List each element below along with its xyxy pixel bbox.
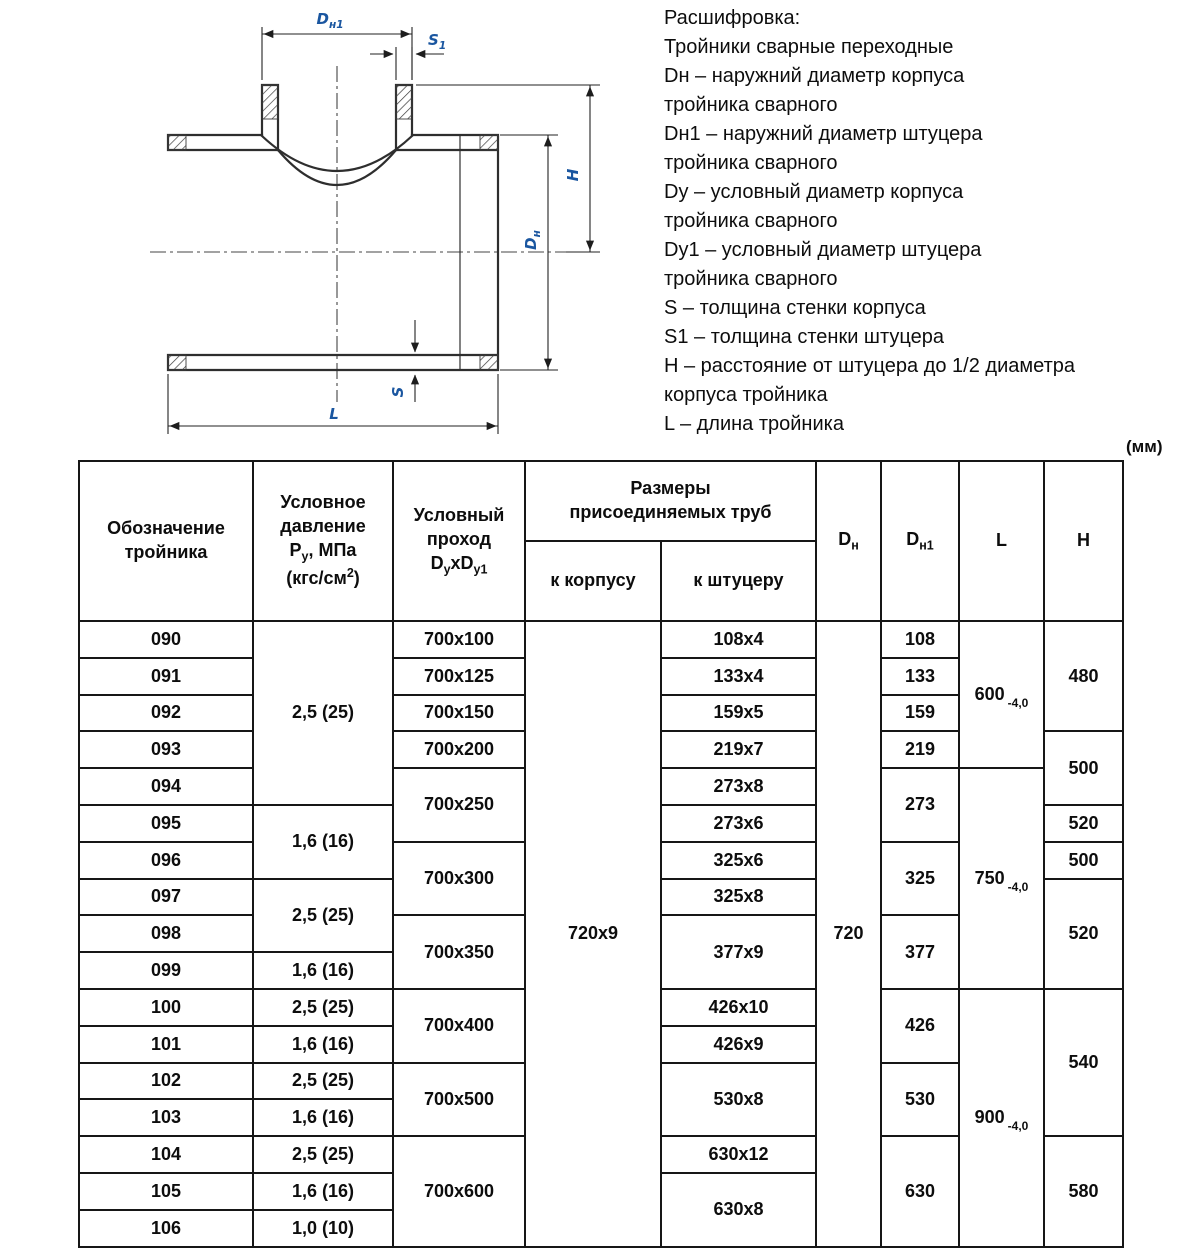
table-cell: 159x5 bbox=[661, 695, 816, 732]
legend-line: тройника сварного bbox=[664, 268, 838, 290]
table-cell: 133x4 bbox=[661, 658, 816, 695]
table-cell: 2,5 (25) bbox=[253, 879, 393, 953]
table-cell: 700x250 bbox=[393, 768, 525, 842]
table-cell: 700x600 bbox=[393, 1136, 525, 1246]
col-header-dn1: $D_{н1}$ bbox=[881, 461, 959, 621]
tolerance-label: -4,0 bbox=[1007, 696, 1029, 711]
table-cell: 095 bbox=[79, 805, 253, 842]
legend-line: Dн1 – наружний диаметр штуцера bbox=[664, 123, 983, 145]
legend-line: Dy – условный диаметр корпуса bbox=[664, 181, 964, 203]
table-cell: 219x7 bbox=[661, 731, 816, 768]
table-cell: 520 bbox=[1044, 879, 1123, 989]
tolerance-label: -4,0 bbox=[1007, 1119, 1029, 1134]
table-cell: 700x200 bbox=[393, 731, 525, 768]
legend-title: Расшифровка: bbox=[664, 7, 801, 29]
col-header-to-body: к корпусу bbox=[525, 541, 661, 621]
table-cell: 325x6 bbox=[661, 842, 816, 879]
table-cell: 2,5 (25) bbox=[253, 989, 393, 1026]
legend-line: Dн – наружний диаметр корпуса bbox=[664, 65, 965, 87]
table-cell: 426 bbox=[881, 989, 959, 1063]
table-cell: 091 bbox=[79, 658, 253, 695]
tee-drawing bbox=[0, 0, 660, 452]
table-cell: 273x8 bbox=[661, 768, 816, 805]
table-cell: 750 $_{-4,0}$ bbox=[959, 768, 1044, 989]
table-cell: 377x9 bbox=[661, 915, 816, 989]
table-cell: 273x6 bbox=[661, 805, 816, 842]
table-cell: 325 bbox=[881, 842, 959, 916]
col-header-to-branch: к штуцеру bbox=[661, 541, 816, 621]
table-cell: 159 bbox=[881, 695, 959, 732]
table-cell: 133 bbox=[881, 658, 959, 695]
table-cell: 720 bbox=[816, 621, 881, 1247]
table-cell: 480 bbox=[1044, 621, 1123, 731]
table-cell: 720x9 bbox=[525, 621, 661, 1247]
hatch-sections bbox=[168, 85, 498, 370]
legend-line: Тройники сварные переходные bbox=[664, 36, 954, 58]
table-cell: 700x150 bbox=[393, 695, 525, 732]
dim-label-dn1: $D_{н1}$ bbox=[316, 10, 344, 31]
table-cell: 099 bbox=[79, 952, 253, 989]
table-cell: 108x4 bbox=[661, 621, 816, 658]
dimension-l bbox=[168, 374, 498, 434]
legend-line: L – длина тройника bbox=[664, 413, 844, 435]
table-cell: 2,5 (25) bbox=[253, 1136, 393, 1173]
table-cell: 105 bbox=[79, 1173, 253, 1210]
col-header-pass: Условный проход $D_уxD_{у1}$ bbox=[393, 461, 525, 621]
table-cell: 1,6 (16) bbox=[253, 1026, 393, 1063]
table-cell: 500 bbox=[1044, 842, 1123, 879]
dim-label-dn: $D_н$ bbox=[522, 230, 543, 250]
dim-label-s: S bbox=[389, 386, 407, 398]
table-cell: 108 bbox=[881, 621, 959, 658]
table-cell: 700x500 bbox=[393, 1063, 525, 1137]
legend-line: S – толщина стенки корпуса bbox=[664, 297, 926, 319]
col-header-dn: $D_н$ bbox=[816, 461, 881, 621]
dim-label-s1: $S_1$ bbox=[428, 31, 447, 52]
table-body bbox=[79, 621, 1123, 1247]
legend-line: S1 – толщина стенки штуцера bbox=[664, 326, 944, 348]
table-cell: 377 bbox=[881, 915, 959, 989]
table-cell: 104 bbox=[79, 1136, 253, 1173]
table-cell: 100 bbox=[79, 989, 253, 1026]
table-header bbox=[79, 461, 1123, 621]
table-cell: 540 bbox=[1044, 989, 1123, 1136]
table-cell: 580 bbox=[1044, 1136, 1123, 1246]
legend-line: тройника сварного bbox=[664, 94, 838, 116]
col-header-l: L bbox=[959, 461, 1044, 621]
table-cell: 101 bbox=[79, 1026, 253, 1063]
legend-line: тройника сварного bbox=[664, 152, 838, 174]
table-cell: 2,5 (25) bbox=[253, 621, 393, 805]
table-cell: 273 bbox=[881, 768, 959, 842]
table-cell: 098 bbox=[79, 915, 253, 952]
table-cell: 600 $_{-4,0}$ bbox=[959, 621, 1044, 768]
table-cell: 1,0 (10) bbox=[253, 1210, 393, 1247]
table-cell: 700x300 bbox=[393, 842, 525, 916]
table-cell: 103 bbox=[79, 1099, 253, 1136]
legend-line: тройника сварного bbox=[664, 210, 838, 232]
col-header-h: H bbox=[1044, 461, 1123, 621]
table-cell: 700x350 bbox=[393, 915, 525, 989]
legend-line: корпуса тройника bbox=[664, 384, 828, 406]
tolerance-label: -4,0 bbox=[1007, 880, 1029, 895]
table-cell: 094 bbox=[79, 768, 253, 805]
spec-table bbox=[78, 460, 1124, 1248]
table-cell: 900 $_{-4,0}$ bbox=[959, 989, 1044, 1247]
dim-label-h: H bbox=[564, 168, 582, 182]
legend-line: Dy1 – условный диаметр штуцера bbox=[664, 239, 982, 261]
table-cell: 219 bbox=[881, 731, 959, 768]
table-cell: 530 bbox=[881, 1063, 959, 1137]
dimension-h bbox=[416, 85, 600, 252]
table-cell: 102 bbox=[79, 1063, 253, 1100]
col-header-pipes: Размеры присоединяемых труб bbox=[525, 461, 816, 541]
table-cell: 630 bbox=[881, 1136, 959, 1246]
table-cell: 1,6 (16) bbox=[253, 952, 393, 989]
table-cell: 520 bbox=[1044, 805, 1123, 842]
table-cell: 1,6 (16) bbox=[253, 1099, 393, 1136]
col-header-designation: Обозначение тройника bbox=[79, 461, 253, 621]
table-cell: 630x12 bbox=[661, 1136, 816, 1173]
table-cell: 2,5 (25) bbox=[253, 1063, 393, 1100]
dim-label-l: L bbox=[329, 405, 339, 423]
table-cell: 093 bbox=[79, 731, 253, 768]
table-cell: 325x8 bbox=[661, 879, 816, 916]
table-cell: 426x9 bbox=[661, 1026, 816, 1063]
table-cell: 700x400 bbox=[393, 989, 525, 1063]
table-cell: 092 bbox=[79, 695, 253, 732]
legend bbox=[664, 4, 1194, 439]
table-cell: 426x10 bbox=[661, 989, 816, 1026]
dimension-s bbox=[389, 320, 415, 402]
table-cell: 530x8 bbox=[661, 1063, 816, 1137]
units-label: (мм) bbox=[1126, 437, 1163, 456]
table-cell: 700x100 bbox=[393, 621, 525, 658]
table-cell: 090 bbox=[79, 621, 253, 658]
table-cell: 1,6 (16) bbox=[253, 805, 393, 879]
table-cell: 1,6 (16) bbox=[253, 1173, 393, 1210]
dimension-s1 bbox=[370, 31, 446, 80]
table-cell: 097 bbox=[79, 879, 253, 916]
table-cell: 630x8 bbox=[661, 1173, 816, 1247]
centerlines bbox=[150, 66, 566, 402]
table-cell: 106 bbox=[79, 1210, 253, 1247]
table-cell: 700x125 bbox=[393, 658, 525, 695]
table-cell: 500 bbox=[1044, 731, 1123, 805]
col-header-pressure: Условное давление $Р_у$, МПа $(кгс/см^2)$ bbox=[253, 461, 393, 621]
legend-line: H – расстояние от штуцера до 1/2 диаметра bbox=[664, 355, 1075, 377]
table-cell: 096 bbox=[79, 842, 253, 879]
table-row bbox=[79, 621, 1123, 658]
